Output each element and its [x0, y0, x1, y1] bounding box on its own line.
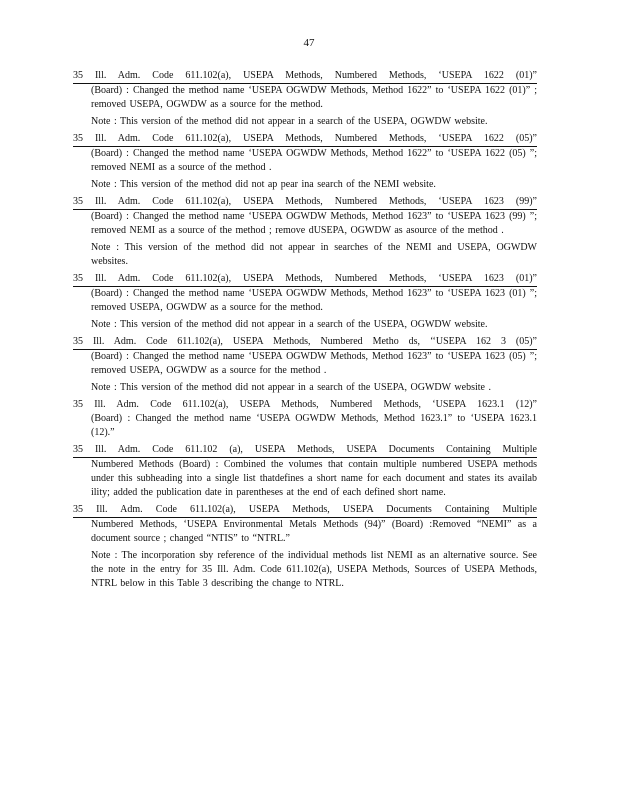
entry-citation: 35 Ill. Adm. Code 611.102(a), USEPA Methods, Numbered Methods, ‘USEPA 1622 (05)” — [73, 132, 537, 147]
entry-citation: 35 Ill. Adm. Code 611.102 (a), USEPA Methods, USEPA Documents Containing Multiple — [73, 443, 537, 458]
entry-description: (Board) : Changed the method name ‘USEPA OGWDW Methods, Method 1623” to ‘USEPA 1623 (01) ”; removed USEPA, OGWDW as a source for the method. — [91, 288, 537, 313]
entry-description: (Board) : Changed the method name ‘USEPA OGWDW Methods, Method 1623” to ‘USEPA 1623 (99) ”; removed NEMI as a source of the method ; remove dUSEPA, OGWDW as asource of the method . — [91, 211, 537, 236]
amendment-entry — [73, 443, 537, 500]
entry-note: Note : This version of the method did not appear in a search of the USEPA, OGWDW website. — [91, 116, 488, 127]
entry-description: Numbered Methods (Board) : Combined the volumes that contain multiple numbered USEPA methods under this subheading into a single list thatdefines a short name for each document and states its availab ility; added the publication date in parentheses at the end of each defined short name. — [91, 459, 537, 498]
entry-note: Note : The incorporation sby reference of the individual methods list NEMI as an alternative source. See the note in the entry for 35 Ill. Adm. Code 611.102(a), USEPA Methods, Sources of USEPA Methods, NTRL below in this Table 3 describing the change to NTRL. — [91, 550, 537, 589]
amendment-entry — [73, 272, 537, 332]
amendment-entry — [73, 195, 537, 269]
entry-description: (Board) : Changed the method name ‘USEPA OGWDW Methods, Method 1623” to ‘USEPA 1623 (05) ”; removed USEPA, OGWDW as a source for the method . — [91, 351, 537, 376]
entry-citation: 35 Ill. Adm. Code 611.102(a), USEPA Methods, Numbered Methods, ‘USEPA 1622 (01)” — [73, 69, 537, 84]
entry-description: Numbered Methods, ‘USEPA Environmental Metals Methods (94)” (Board) :Removed “NEMI” as a document source ; changed “NTIS” to “NTRL.” — [91, 519, 537, 544]
amendment-entry — [73, 398, 537, 440]
page-number: 47 — [303, 37, 315, 49]
entry-citation: 35 Ill. Adm. Code 611.102(a), USEPA Methods, Numbered Methods, ‘USEPA 1623 (99)” — [73, 195, 537, 210]
entry-citation: 35 Ill. Adm. Code 611.102(a), USEPA Methods, Numbered Methods, ‘USEPA 1623 (01)” — [73, 272, 537, 287]
amendment-entry — [73, 335, 537, 395]
amendment-entry — [73, 69, 537, 129]
entry-citation: 35 Ill. Adm. Code 611.102(a), USEPA Methods, USEPA Documents Containing Multiple — [73, 503, 537, 518]
amendment-entry — [73, 503, 537, 591]
entry-note: Note : This version of the method did not appear in a search of the USEPA, OGWDW website. — [91, 319, 488, 330]
entry-note: Note : This version of the method did not ap pear ina search of the NEMI website. — [91, 179, 436, 190]
entry-citation: 35 Ill. Adm. Code 611.102(a), USEPA Methods, Numbered Metho ds, ‘‘USEPA 162 3 (05)” — [73, 335, 537, 350]
entry-note: Note : This version of the method did not appear in a search of the USEPA, OGWDW website . — [91, 382, 491, 393]
entry-citation: 35 Ill. Adm. Code 611.102(a), USEPA Methods, Numbered Methods, ‘USEPA 1623.1 (12)” — [73, 399, 537, 410]
entry-description: (Board) : Changed the method name ‘USEPA OGWDW Methods, Method 1622” to ‘USEPA 1622 (01)” ; removed USEPA, OGWDW as a source for the method. — [91, 85, 537, 110]
entry-description: (Board) : Changed the method name ‘USEPA OGWDW Methods, Method 1623.1” to ‘USEPA 1623.1 (12).” — [91, 413, 537, 438]
entry-description: (Board) : Changed the method name ‘USEPA OGWDW Methods, Method 1622” to ‘USEPA 1622 (05) ”; removed NEMI as a source of the method . — [91, 148, 537, 173]
entry-note: Note : This version of the method did not appear in searches of the NEMI and USEPA, OGWDW websites. — [91, 242, 537, 267]
amendment-entry — [73, 132, 537, 192]
amendment-list — [73, 69, 537, 593]
